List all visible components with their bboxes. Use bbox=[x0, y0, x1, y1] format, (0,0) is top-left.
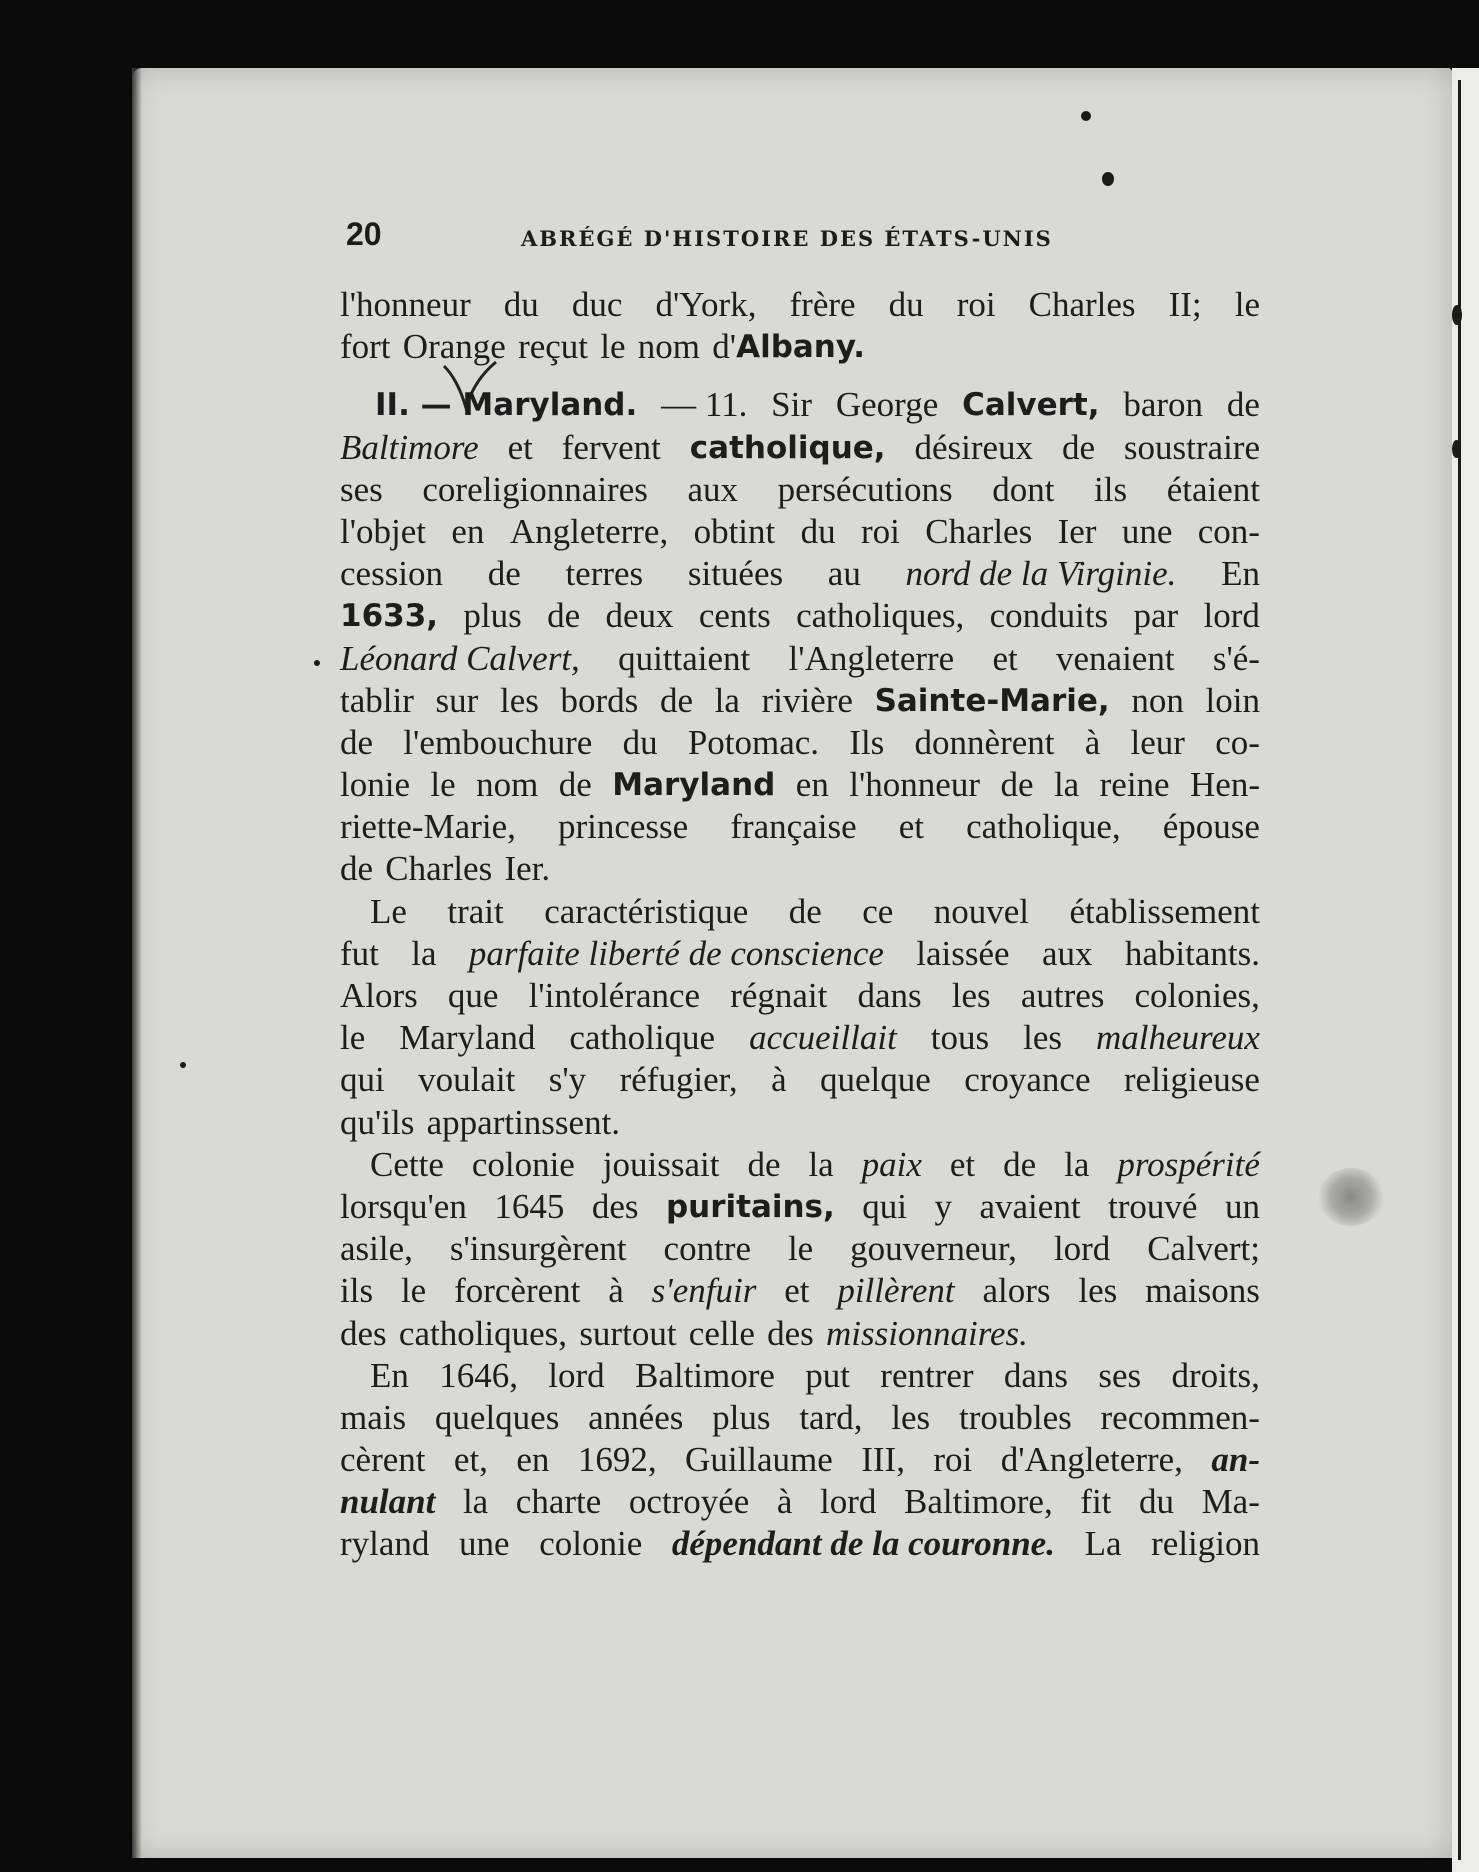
text-word: reine bbox=[1099, 765, 1170, 805]
text-word: du bbox=[888, 285, 924, 324]
text-word: octroyée bbox=[628, 1482, 750, 1522]
speck-mark bbox=[1452, 440, 1461, 458]
text-word: fut bbox=[340, 933, 379, 973]
text-word: l'Angleterre bbox=[788, 638, 955, 678]
text-word: rivière bbox=[761, 680, 853, 720]
text-line bbox=[340, 1313, 1260, 1355]
section-heading: II. — Maryland. bbox=[375, 387, 638, 424]
text-word: du bbox=[1138, 1482, 1174, 1522]
albany-term: Albany. bbox=[736, 329, 866, 366]
text-word: En bbox=[1221, 554, 1260, 594]
text-word: maisons bbox=[1145, 1271, 1260, 1311]
speck-mark bbox=[1452, 305, 1462, 325]
page-number: 20 bbox=[346, 216, 382, 252]
text-word: riette-Marie, bbox=[340, 807, 516, 847]
text-word: loin bbox=[1205, 680, 1260, 720]
text-word: de bbox=[547, 596, 581, 636]
text-word: à bbox=[608, 1271, 624, 1311]
text-word: ses bbox=[1098, 1355, 1142, 1395]
text-word: cèrent bbox=[340, 1440, 426, 1480]
page-header bbox=[346, 216, 1266, 256]
text-word: les bbox=[1023, 1018, 1063, 1058]
text-word: contre bbox=[663, 1229, 751, 1269]
text-word: les bbox=[951, 976, 991, 1015]
text-word: croyance bbox=[964, 1060, 1091, 1100]
text-word: colonies, bbox=[1134, 976, 1260, 1015]
text-word: colonie bbox=[539, 1524, 643, 1564]
text-word: Ils bbox=[849, 722, 885, 762]
text-word: quelques bbox=[434, 1397, 560, 1437]
text-line bbox=[340, 680, 1260, 722]
text-word: non bbox=[1131, 680, 1184, 720]
text-word: put bbox=[805, 1355, 850, 1395]
text-word: et bbox=[898, 807, 924, 847]
text-word: Hen- bbox=[1190, 765, 1260, 805]
text-word: ce bbox=[862, 891, 894, 931]
text-word: en bbox=[795, 765, 829, 805]
text-line bbox=[340, 975, 1260, 1017]
text-word: nom bbox=[476, 765, 539, 805]
text-word: la bbox=[808, 1144, 834, 1184]
text-word: l'honneur bbox=[849, 765, 981, 805]
text-word: an- bbox=[1211, 1440, 1260, 1480]
text-word: leur bbox=[1130, 722, 1185, 762]
text-word: et bbox=[784, 1271, 810, 1311]
text-word: le bbox=[400, 1271, 427, 1311]
text-word: celle bbox=[688, 1313, 755, 1353]
text-word: l'intolérance bbox=[528, 976, 701, 1015]
text-word: de bbox=[747, 1144, 781, 1184]
text-word: conduits bbox=[989, 596, 1109, 636]
text-word: le bbox=[787, 1229, 814, 1269]
text-word: épouse bbox=[1162, 807, 1260, 847]
text-word: s'insurgèrent bbox=[449, 1229, 627, 1269]
text-word: jouissait bbox=[602, 1144, 720, 1184]
text-word: au bbox=[827, 554, 861, 594]
text-word: fit bbox=[1080, 1482, 1112, 1522]
text-word: Maryland bbox=[612, 767, 776, 804]
text-word: laissée bbox=[916, 933, 1010, 973]
text-word: rentrer bbox=[880, 1355, 974, 1395]
text-word: catholique, bbox=[689, 429, 886, 466]
text-word: la bbox=[462, 1482, 489, 1522]
text-word: surtout bbox=[579, 1313, 677, 1353]
page-gutter-line bbox=[1458, 80, 1461, 1860]
text-line bbox=[340, 1102, 1260, 1144]
text-word: appartinssent. bbox=[426, 1102, 621, 1142]
text-word: Ier. bbox=[504, 849, 551, 889]
text-word: plus bbox=[712, 1397, 771, 1437]
text-word: la bbox=[411, 933, 437, 973]
text-word: En bbox=[370, 1355, 409, 1395]
speck-mark bbox=[1102, 172, 1114, 186]
text-line bbox=[340, 1523, 1260, 1565]
section-heading-line bbox=[340, 384, 1260, 426]
text-word: Maryland bbox=[399, 1018, 536, 1058]
text-word: un bbox=[1224, 1186, 1260, 1226]
text-word: et bbox=[507, 427, 533, 467]
text-word: Angleterre, bbox=[509, 511, 669, 551]
text-word: nord de la Virginie. bbox=[905, 554, 1177, 594]
text-word: voulait bbox=[418, 1060, 516, 1100]
text-word: missionnaires. bbox=[826, 1313, 1028, 1353]
text-word: cession bbox=[340, 554, 444, 594]
text-word: et bbox=[992, 638, 1018, 678]
text-word: deux bbox=[605, 596, 674, 636]
text-word: quittaient bbox=[618, 638, 751, 678]
speck-mark bbox=[314, 660, 320, 666]
text-word: l'objet bbox=[340, 511, 427, 551]
text-word: malheureux bbox=[1096, 1018, 1260, 1058]
text-word: des bbox=[767, 1313, 814, 1353]
text-word: les bbox=[1078, 1271, 1118, 1311]
text-word: catholiques, bbox=[796, 596, 965, 636]
text-line bbox=[340, 284, 1260, 326]
text-word: régnait bbox=[730, 976, 828, 1015]
paragraph-first-line bbox=[340, 1355, 1260, 1397]
text-word: le bbox=[340, 1018, 366, 1058]
ink-smudge bbox=[1318, 1168, 1384, 1226]
text-word: con- bbox=[1197, 511, 1260, 551]
text-word: avaient bbox=[979, 1186, 1081, 1226]
text-word: habitants. bbox=[1124, 933, 1260, 973]
text-word: nouvel bbox=[933, 891, 1029, 931]
text-word: l'embouchure bbox=[403, 722, 593, 762]
text-word: religieuse bbox=[1123, 1060, 1260, 1100]
text-word: sur bbox=[435, 680, 479, 720]
text-word: trait bbox=[447, 891, 504, 931]
text-word: et, bbox=[453, 1440, 488, 1480]
text-word: quelque bbox=[820, 1060, 931, 1100]
text-word: baron bbox=[1123, 385, 1204, 425]
text-word: Orange bbox=[402, 327, 506, 367]
text-word: caractéristique bbox=[544, 891, 749, 931]
text-word: les bbox=[499, 680, 539, 720]
text-word: française bbox=[730, 807, 857, 847]
text-word: lorsqu'en bbox=[340, 1186, 467, 1226]
text-word: coreligionnaires bbox=[422, 469, 648, 509]
text-word: Sir bbox=[771, 385, 813, 425]
text-word: du bbox=[800, 511, 836, 551]
text-word: une bbox=[459, 1524, 510, 1564]
text-word: de bbox=[340, 849, 374, 889]
text-word: co- bbox=[1215, 722, 1260, 762]
text-word: Sainte-Marie, bbox=[874, 682, 1110, 719]
text-line bbox=[340, 1397, 1260, 1439]
text-word: de bbox=[1000, 765, 1034, 805]
text-word: frère bbox=[789, 285, 856, 324]
page-body bbox=[340, 284, 1260, 1566]
text-word: forcèrent bbox=[454, 1271, 581, 1311]
text-word: de bbox=[487, 554, 521, 594]
text-line bbox=[340, 469, 1260, 511]
text-word: lonie bbox=[340, 765, 410, 805]
text-line bbox=[340, 1017, 1260, 1059]
text-word: fort bbox=[340, 327, 391, 367]
running-title: ABRÉGÉ D'HISTOIRE DES ÉTATS-UNIS bbox=[521, 226, 1053, 251]
text-word: ils bbox=[340, 1271, 374, 1311]
text-line bbox=[340, 1270, 1260, 1312]
facing-page-edge bbox=[1452, 68, 1479, 1872]
text-word: de bbox=[1061, 427, 1096, 467]
text-word: 1645 bbox=[494, 1186, 565, 1226]
text-word: qui bbox=[340, 1060, 385, 1100]
text-word: lord bbox=[548, 1355, 605, 1395]
text-word: des bbox=[591, 1186, 639, 1226]
text-word: lord bbox=[1203, 596, 1260, 636]
text-word: aux bbox=[1041, 933, 1093, 973]
text-word: venaient bbox=[1056, 638, 1175, 678]
text-word: Charles bbox=[1028, 285, 1136, 324]
text-line bbox=[340, 1228, 1260, 1270]
text-word: l'honneur bbox=[340, 285, 471, 324]
text-word: parfaite liberté de conscience bbox=[468, 933, 884, 973]
text-word: situées bbox=[687, 554, 784, 594]
text-word: persécutions bbox=[777, 469, 953, 509]
text-word: charte bbox=[515, 1482, 602, 1522]
text-word: obtint bbox=[693, 511, 776, 551]
text-word: s'enfuir bbox=[651, 1271, 757, 1311]
text-word: le bbox=[430, 765, 456, 805]
text-word: duc bbox=[571, 285, 623, 324]
text-word: ses bbox=[340, 469, 383, 509]
text-word: le bbox=[600, 327, 626, 367]
text-word: mais bbox=[340, 1397, 407, 1437]
text-word: à bbox=[776, 1482, 793, 1522]
text-word: troubles bbox=[958, 1397, 1072, 1437]
text-word: prospérité bbox=[1117, 1144, 1260, 1184]
text-word: désireux bbox=[914, 427, 1034, 467]
text-word: religion bbox=[1151, 1524, 1260, 1564]
text-word: II; bbox=[1168, 285, 1202, 324]
text-word: catholique bbox=[569, 1018, 716, 1058]
text-word: Léonard Calvert, bbox=[340, 638, 580, 678]
text-word: de bbox=[340, 722, 374, 762]
text-word: gouverneur, bbox=[850, 1229, 1017, 1269]
text-word: tous bbox=[930, 1018, 990, 1058]
text-line bbox=[340, 1186, 1260, 1228]
text-line bbox=[340, 806, 1260, 848]
text-word: la bbox=[714, 680, 740, 720]
text-word: plus bbox=[463, 596, 522, 636]
text-word: ils bbox=[1094, 469, 1128, 509]
text-word: paix bbox=[861, 1144, 922, 1184]
text-word: dans bbox=[857, 976, 922, 1015]
text-word: du bbox=[503, 285, 539, 324]
text-word: dépendant de la couronne. bbox=[671, 1524, 1055, 1564]
text-word: en bbox=[451, 511, 485, 551]
text-word: de bbox=[659, 680, 693, 720]
text-word: donnèrent bbox=[914, 722, 1055, 762]
text-line bbox=[340, 1481, 1260, 1523]
text-word: ryland bbox=[340, 1524, 430, 1564]
text-word: qu'ils bbox=[340, 1102, 415, 1142]
text-line bbox=[340, 595, 1260, 637]
text-word: Cette bbox=[370, 1144, 444, 1184]
text-word: III, bbox=[861, 1440, 905, 1480]
text-word: fervent bbox=[561, 427, 661, 467]
text-word: Baltimore bbox=[340, 427, 479, 467]
text-line bbox=[340, 326, 1260, 368]
text-word: Guillaume bbox=[685, 1440, 833, 1480]
text-word: Calvert, bbox=[962, 387, 1100, 424]
text-word: recommen- bbox=[1100, 1397, 1260, 1437]
text-word: droits, bbox=[1171, 1355, 1260, 1395]
text-word: bords bbox=[560, 680, 639, 720]
text-word: roi bbox=[933, 1440, 973, 1480]
text-word: que bbox=[447, 976, 499, 1015]
text-word: 1646, bbox=[439, 1355, 518, 1395]
text-line bbox=[340, 511, 1260, 553]
text-line bbox=[340, 933, 1260, 975]
text-word: aux bbox=[687, 469, 739, 509]
text-line bbox=[340, 1059, 1260, 1101]
text-word: colonie bbox=[471, 1144, 575, 1184]
text-word: accueillait bbox=[749, 1018, 897, 1058]
text-word: du bbox=[622, 722, 658, 762]
text-word: étaient bbox=[1166, 469, 1260, 509]
text-word: dont bbox=[992, 469, 1055, 509]
text-word: des bbox=[340, 1313, 387, 1353]
text-word: de bbox=[1226, 385, 1260, 425]
paragraph-first-line bbox=[340, 891, 1260, 933]
text-word: George bbox=[835, 385, 939, 425]
text-word: roi bbox=[956, 285, 996, 324]
text-line bbox=[340, 1439, 1260, 1481]
text-word: asile, bbox=[340, 1229, 413, 1269]
text-word: d'Angleterre, bbox=[1000, 1440, 1183, 1480]
text-word: 1633, bbox=[340, 598, 439, 635]
text-word: les bbox=[891, 1397, 931, 1437]
text-word: Alors bbox=[340, 976, 418, 1015]
text-word: s'é- bbox=[1212, 638, 1260, 678]
text-word: d' bbox=[712, 327, 737, 367]
text-word: d'York, bbox=[655, 285, 757, 324]
text-word: Baltimore, bbox=[904, 1482, 1053, 1522]
text-word: — 11. bbox=[661, 385, 748, 425]
speck-mark bbox=[1081, 111, 1091, 121]
text-word: établissement bbox=[1069, 891, 1260, 931]
text-line bbox=[340, 638, 1260, 680]
text-word: nom bbox=[637, 327, 701, 367]
text-word: dans bbox=[1003, 1355, 1069, 1395]
text-word: Ma- bbox=[1201, 1482, 1260, 1522]
text-word: autres bbox=[1020, 976, 1105, 1015]
text-word: Ier bbox=[1057, 511, 1097, 551]
text-word: catholique, bbox=[966, 807, 1121, 847]
text-word: par bbox=[1133, 596, 1179, 636]
text-word: 1692, bbox=[577, 1440, 657, 1480]
text-word: en bbox=[516, 1440, 550, 1480]
paragraph-first-line bbox=[340, 1144, 1260, 1186]
text-word: lord bbox=[1053, 1229, 1111, 1269]
text-word: soustraire bbox=[1123, 427, 1260, 467]
text-word: trouvé bbox=[1108, 1186, 1198, 1226]
text-word: Charles bbox=[385, 849, 493, 889]
text-word: qui bbox=[862, 1186, 908, 1226]
text-word: reçut bbox=[518, 327, 589, 367]
text-word: Le bbox=[370, 891, 407, 931]
text-word: lord bbox=[820, 1482, 877, 1522]
text-word: à bbox=[771, 1060, 787, 1100]
text-line bbox=[340, 764, 1260, 806]
text-word: Calvert; bbox=[1147, 1229, 1260, 1269]
text-word: le bbox=[1234, 285, 1260, 324]
text-word: réfugier, bbox=[619, 1060, 738, 1100]
text-word: pillèrent bbox=[837, 1271, 955, 1311]
text-word: Charles bbox=[925, 511, 1033, 551]
speck-mark bbox=[180, 1062, 186, 1068]
text-line bbox=[340, 427, 1260, 469]
text-word: Potomac. bbox=[687, 722, 820, 762]
text-word: de bbox=[1003, 1144, 1037, 1184]
text-word: princesse bbox=[557, 807, 689, 847]
text-word: la bbox=[1053, 765, 1080, 805]
text-word: tard, bbox=[799, 1397, 863, 1437]
text-word: terres bbox=[565, 554, 644, 594]
text-word: tablir bbox=[340, 680, 414, 720]
text-line bbox=[340, 553, 1260, 595]
text-word: de bbox=[558, 765, 592, 805]
text-word: La bbox=[1084, 1524, 1122, 1564]
text-word: cents bbox=[698, 596, 771, 636]
text-word: s'y bbox=[548, 1060, 587, 1100]
text-word: une bbox=[1121, 511, 1173, 551]
text-word: nulant bbox=[340, 1482, 436, 1522]
text-word: puritains, bbox=[665, 1188, 835, 1225]
text-word: à bbox=[1084, 722, 1101, 762]
text-word: la bbox=[1064, 1144, 1090, 1184]
text-word: roi bbox=[861, 511, 900, 551]
text-word: y bbox=[934, 1186, 952, 1226]
text-line bbox=[340, 722, 1260, 764]
text-word: catholiques, bbox=[398, 1313, 568, 1353]
text-word: Baltimore bbox=[634, 1355, 775, 1395]
text-line bbox=[340, 848, 1260, 890]
text-word: années bbox=[588, 1397, 684, 1437]
text-word: alors bbox=[982, 1271, 1051, 1311]
text-word: de bbox=[788, 891, 822, 931]
text-word: et bbox=[949, 1144, 976, 1184]
